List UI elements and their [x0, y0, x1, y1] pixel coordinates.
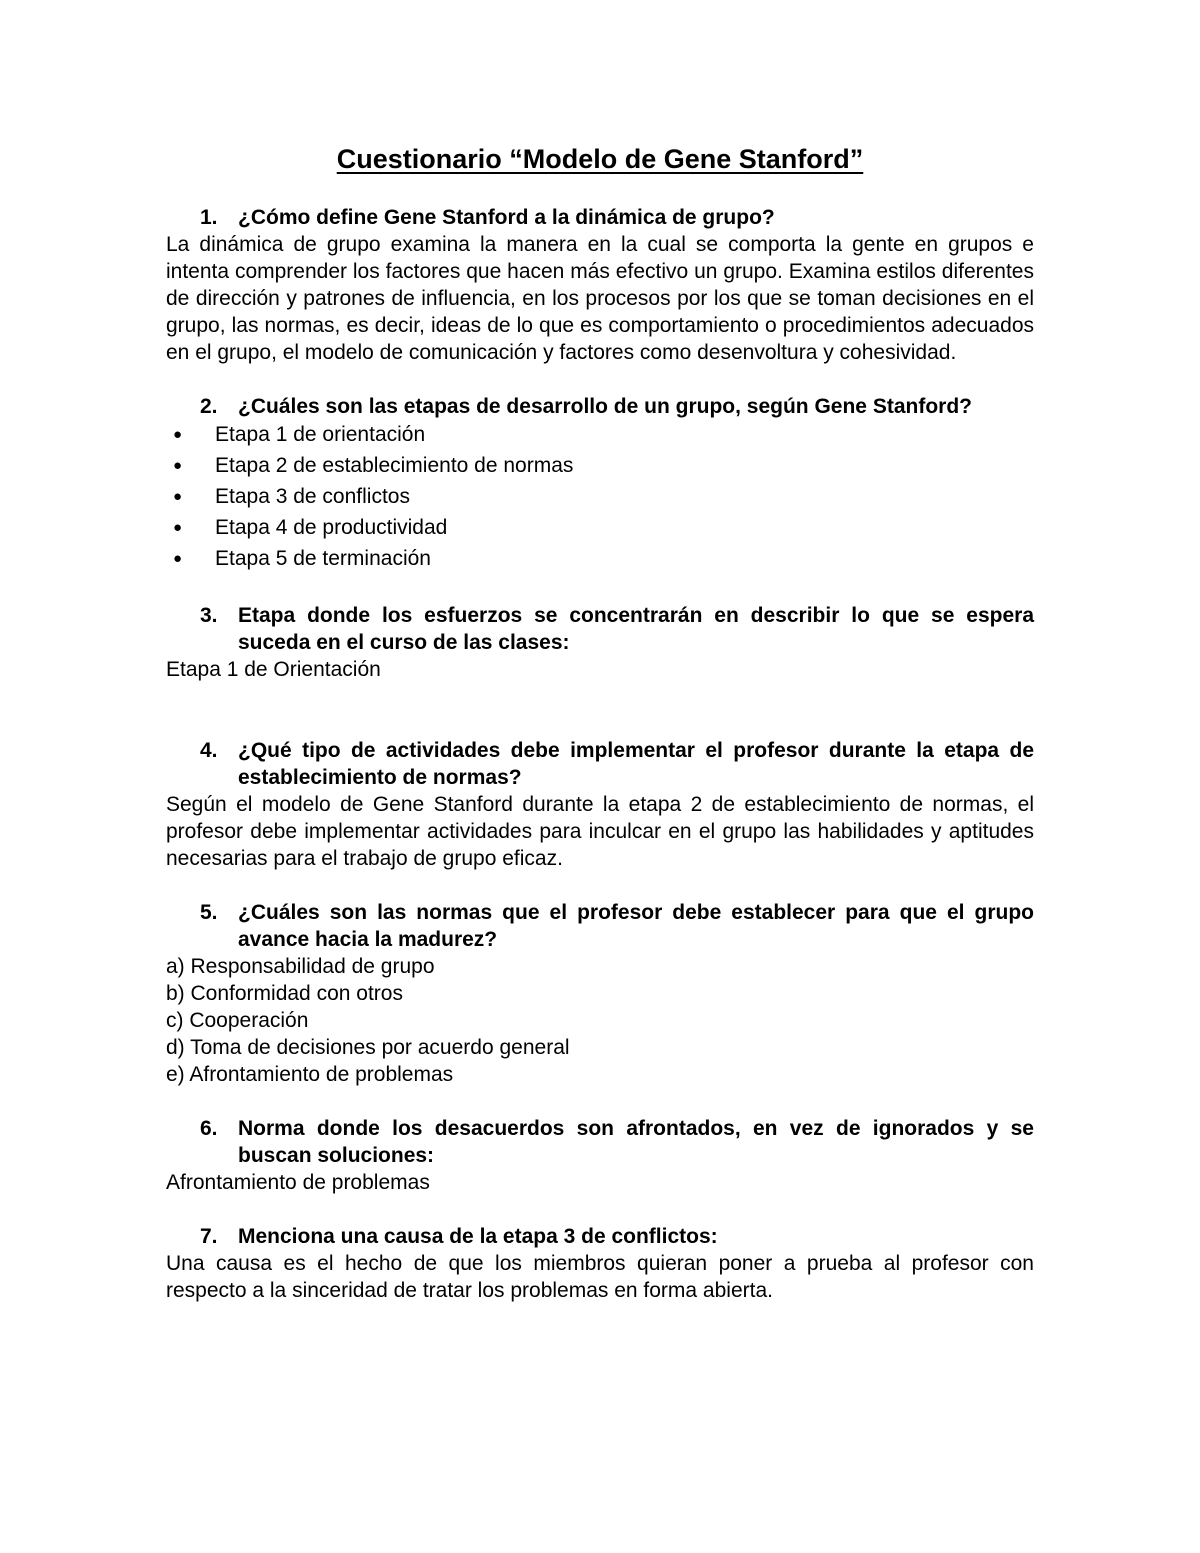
question-3 — [166, 602, 1034, 656]
question-text: Etapa donde los esfuerzos se concentrarán en describir lo que se espera suceda en el curso de las clases: — [238, 604, 1034, 654]
answer-7: Una causa es el hecho de que los miembros quieran poner a prueba al profesor con respecto a la sinceridad de tratar los problemas en forma abierta. — [166, 1252, 1034, 1302]
question-4 — [166, 737, 1034, 791]
bullet-icon: ● — [173, 457, 183, 474]
list-item: c) Cooperación — [166, 1009, 309, 1032]
list-item: b) Conformidad con otros — [166, 982, 403, 1005]
list-item: ● Etapa 4 de productividad — [166, 513, 1034, 544]
question-5 — [166, 899, 1034, 953]
question-text: ¿Cómo define Gene Stanford a la dinámica de grupo? — [238, 206, 775, 229]
question-number: 2. — [200, 395, 218, 418]
question-number: 1. — [200, 206, 218, 229]
bullet-icon: ● — [173, 426, 183, 443]
document-page — [166, 140, 1034, 1304]
answer-1: La dinámica de grupo examina la manera en la cual se comporta la gente en grupos e intenta comprender los factores que hacen más efectivo un grupo. Examina estilos diferentes de dirección y patrones de influencia, en los procesos por los que se toman decisiones en el grupo, las normas, es decir, ideas de lo que es comportamiento o procedimientos adecuados en el grupo, el modelo de comunicación y factores como desenvoltura y cohesividad. — [166, 233, 1034, 364]
bullet-icon: ● — [173, 550, 183, 567]
question-7 — [166, 1223, 1034, 1250]
question-6 — [166, 1115, 1034, 1169]
question-text: ¿Qué tipo de actividades debe implementar el profesor durante la etapa de establecimiento de normas? — [238, 739, 1034, 789]
list-item: ● Etapa 5 de terminación — [166, 544, 1034, 575]
question-number: 5. — [200, 901, 218, 924]
question-text: ¿Cuáles son las normas que el profesor debe establecer para que el grupo avance hacia la madurez? — [238, 901, 1034, 951]
list-item: ● Etapa 3 de conflictos — [166, 482, 1034, 513]
list-item: d) Toma de decisiones por acuerdo general — [166, 1036, 570, 1059]
bullet-icon: ● — [173, 488, 183, 505]
bullet-icon: ● — [173, 519, 183, 536]
norms-list — [166, 953, 1034, 1088]
answer-6: Afrontamiento de problemas — [166, 1171, 430, 1194]
document-title: Cuestionario “Modelo de Gene Stanford” — [336, 144, 864, 174]
question-text: ¿Cuáles son las etapas de desarrollo de un grupo, según Gene Stanford? — [238, 395, 972, 418]
stages-list — [166, 420, 1034, 575]
answer-3: Etapa 1 de Orientación — [166, 658, 381, 681]
list-item: e) Afrontamiento de problemas — [166, 1063, 454, 1086]
list-item: ● Etapa 1 de orientación — [166, 420, 1034, 451]
question-number: 6. — [200, 1117, 218, 1140]
question-1 — [166, 204, 1034, 231]
question-number: 4. — [200, 739, 218, 762]
list-item: a) Responsabilidad de grupo — [166, 955, 435, 978]
question-2 — [166, 393, 1034, 420]
question-number: 3. — [200, 604, 218, 627]
question-text: Menciona una causa de la etapa 3 de conflictos: — [238, 1225, 718, 1248]
list-item: ● Etapa 2 de establecimiento de normas — [166, 451, 1034, 482]
answer-4: Según el modelo de Gene Stanford durante la etapa 2 de establecimiento de normas, el profesor debe implementar actividades para inculcar en el grupo las habilidades y aptitudes necesarias para el trabajo de grupo eficaz. — [166, 793, 1034, 870]
question-number: 7. — [200, 1225, 218, 1248]
question-text: Norma donde los desacuerdos son afrontados, en vez de ignorados y se buscan soluciones: — [238, 1117, 1034, 1167]
